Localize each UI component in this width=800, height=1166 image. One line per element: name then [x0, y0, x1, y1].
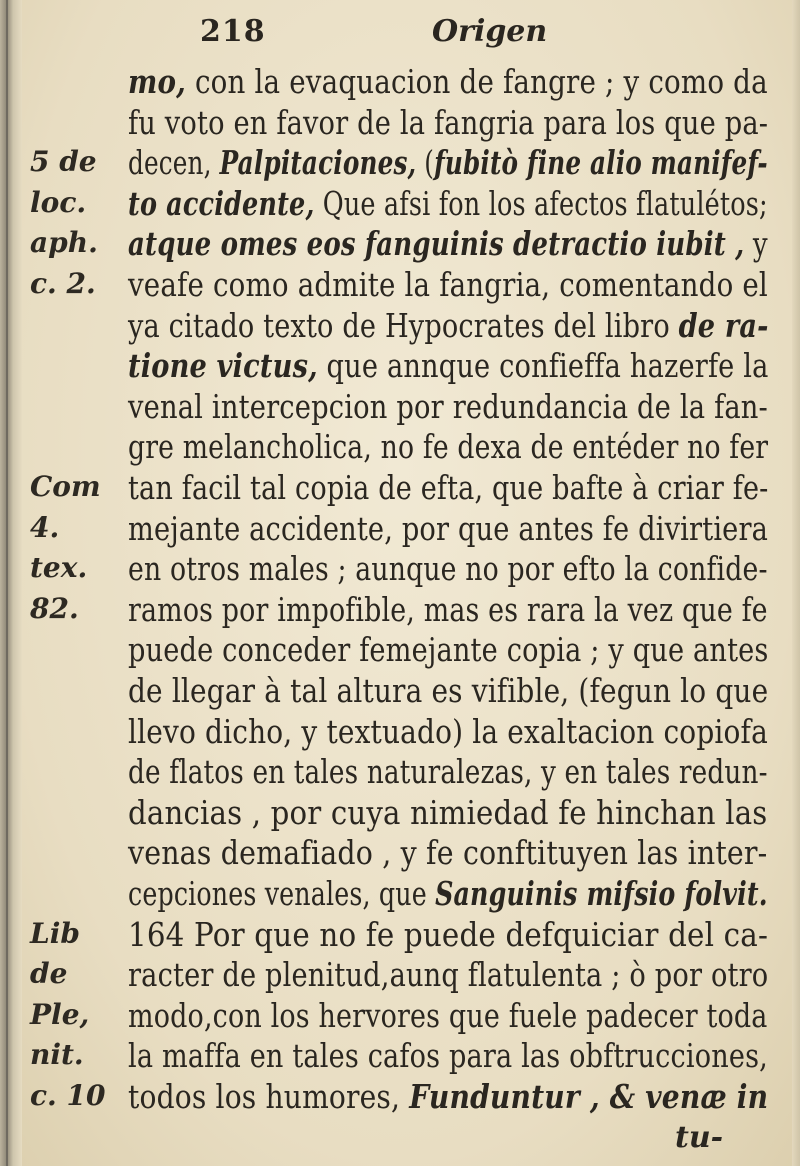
text-line	[128, 874, 768, 914]
text-line	[128, 509, 768, 549]
roman-text: fu voto en favor de la fangria para los que pa-	[128, 102, 769, 142]
page-number: 218	[200, 14, 266, 49]
margin-note: aph.	[30, 226, 98, 260]
roman-text: modo,con los hervores que fuele padecer toda	[128, 995, 768, 1035]
roman-text: venas demafiado , y fe conftituyen las inter-	[128, 833, 768, 873]
roman-text: 164 Por que no fe puede defquiciar del ca-	[128, 914, 769, 954]
margin-note: Com	[30, 470, 101, 503]
roman-text: gre melancholica, no fe dexa de entéder no fer	[128, 427, 769, 467]
roman-text: la maffa en tales cafos para las obftrucciones,	[128, 1036, 768, 1076]
page-header	[200, 14, 760, 54]
text-line	[128, 387, 768, 427]
text-line	[128, 184, 768, 224]
text-line	[128, 346, 769, 386]
text-line	[128, 955, 768, 995]
page-edge-line	[6, 0, 8, 1166]
italic-text: tione victus,	[128, 346, 318, 386]
catchword: tu-	[675, 1120, 724, 1155]
margin-note: 4.	[30, 510, 60, 544]
margin-note: Lib	[30, 916, 80, 950]
italic-text: Sanguinis mifsio folvit.	[435, 874, 768, 913]
margin-note: de	[30, 957, 68, 991]
text-line	[128, 224, 768, 264]
roman-text: (	[416, 143, 435, 183]
roman-text: venal intercepcion por redundancia de la fan-	[128, 386, 768, 426]
text-line	[128, 915, 768, 955]
roman-text: de llegar à tal altura es vifible, (fegun lo que	[128, 671, 769, 710]
text-line	[128, 793, 767, 833]
roman-text: que annque confieffa hazerfe la	[317, 346, 769, 386]
margin-note: 82.	[30, 591, 79, 625]
text-line	[128, 996, 768, 1036]
text-line	[128, 468, 768, 508]
text-line	[128, 671, 768, 711]
roman-text: con la evaquacion de fangre ; y como da	[185, 62, 768, 101]
text-line	[128, 143, 768, 183]
italic-text: fubitò fine alio manifef-	[434, 143, 768, 183]
text-line	[128, 265, 768, 305]
margin-note: c. 10	[30, 1079, 106, 1112]
italic-text: de ra-	[678, 305, 769, 345]
text-line	[128, 1036, 768, 1076]
roman-text: veafe como admite la fangria, comentando el	[128, 265, 768, 304]
text-line	[128, 590, 768, 630]
margin-note: nit.	[30, 1038, 84, 1072]
italic-text: to accidente,	[128, 183, 315, 223]
margin-note: loc.	[30, 185, 87, 219]
text-line	[128, 712, 768, 752]
roman-text: decen,	[128, 143, 220, 183]
roman-text: racter de plenitud,aunq flatulenta ; ò por otro	[128, 955, 769, 995]
margin-note: c. 2.	[30, 267, 96, 300]
text-line	[128, 306, 769, 346]
text-line	[128, 103, 768, 143]
text-line	[128, 1077, 768, 1117]
italic-text: mo,	[128, 62, 186, 101]
text-line	[128, 833, 767, 873]
italic-text: atque omes eos fanguinis detractio iubit ,	[128, 224, 745, 264]
page-right-edge	[792, 0, 800, 1166]
roman-text: puede conceder femejante copia ; y que antes	[128, 630, 769, 670]
roman-text: Que afsi fon los afectos flatulétos;	[314, 183, 768, 223]
roman-text: en otros males ; aunque no por efto la confide-	[128, 549, 768, 589]
roman-text: ya citado texto de Hypocrates del libro	[128, 305, 679, 345]
margin-note: tex.	[30, 551, 88, 585]
italic-text: Funduntur , & venæ in	[409, 1077, 769, 1116]
running-title: Origen	[432, 14, 548, 49]
text-line	[128, 549, 768, 589]
italic-text: Palpitaciones,	[219, 143, 417, 183]
page-gutter-shadow	[0, 0, 22, 1166]
text-line	[128, 752, 768, 792]
roman-text: tan facil tal copia de efta, que bafte à criar fe-	[128, 468, 769, 507]
roman-text: de flatos en tales naturalezas, y en tales redun-	[128, 752, 768, 792]
roman-text: dancias , por cuya nimiedad fe hinchan las	[128, 792, 768, 832]
roman-text: todos los humores,	[128, 1077, 410, 1116]
roman-text: y	[744, 224, 768, 264]
text-line	[128, 427, 768, 467]
margin-note: Ple,	[30, 997, 90, 1031]
roman-text: mejante accidente, por que antes fe divirtiera	[128, 508, 769, 548]
text-line	[128, 62, 768, 102]
text-line	[128, 630, 769, 670]
roman-text: llevo dicho, y textuado) la exaltacion copiofa	[128, 711, 768, 751]
roman-text: ramos por impofible, mas es rara la vez que fe	[128, 589, 768, 629]
margin-note: 5 de	[30, 145, 97, 179]
roman-text: cepciones venales, que	[128, 874, 436, 913]
